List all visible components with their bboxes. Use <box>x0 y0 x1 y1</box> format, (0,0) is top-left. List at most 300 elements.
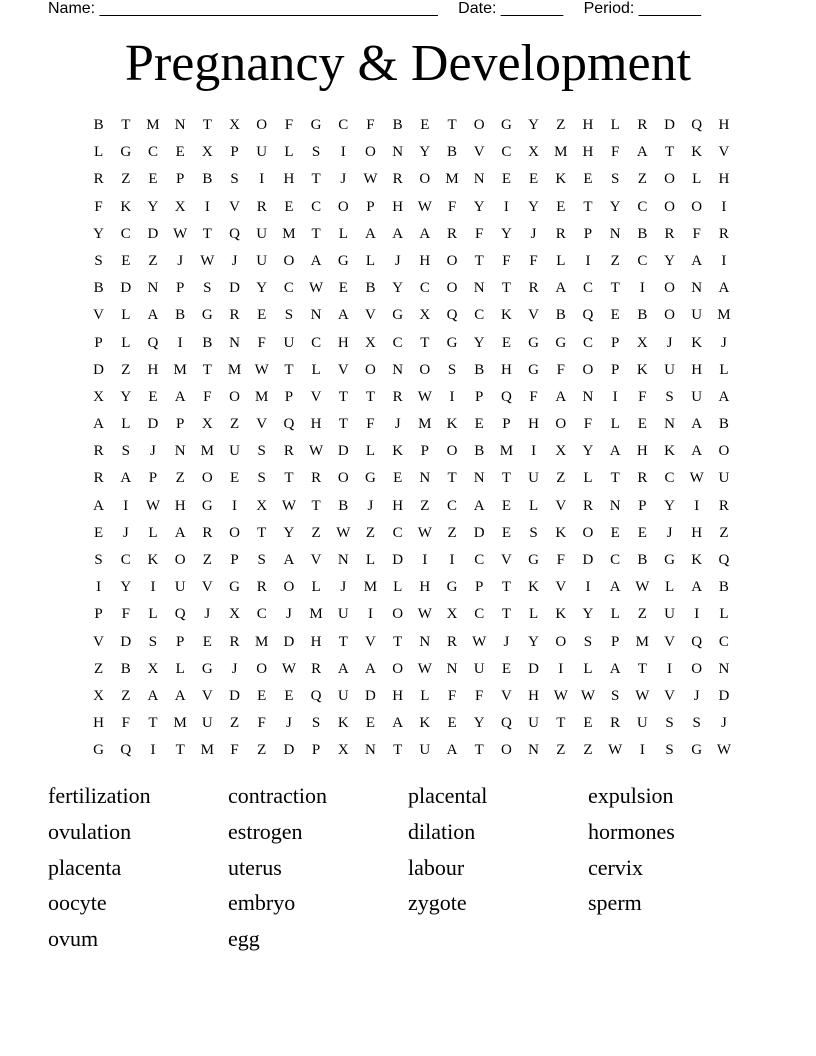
grid-letter: J <box>231 660 238 677</box>
grid-letter: L <box>148 606 158 623</box>
grid-letter: P <box>638 497 647 514</box>
grid-letter: A <box>473 497 485 514</box>
grid-letter: H <box>392 198 404 215</box>
grid-letter: H <box>500 361 512 378</box>
grid-letter: V <box>555 579 567 596</box>
grid-letter: M <box>173 715 187 732</box>
grid-letter: J <box>530 225 537 242</box>
grid-letter: C <box>582 334 593 351</box>
grid-letter: D <box>229 687 240 704</box>
grid-letter: W <box>281 660 296 677</box>
grid-letter: B <box>93 117 104 133</box>
grid-letter: A <box>691 416 703 433</box>
grid-letter: F <box>502 252 511 269</box>
grid-letter: K <box>691 552 703 568</box>
word-bank <box>48 780 768 959</box>
grid-letter: C <box>637 252 648 269</box>
grid-letter: X <box>555 443 567 460</box>
grid-letter: O <box>691 660 703 677</box>
grid-letter: Z <box>121 171 131 188</box>
grid-letter: L <box>529 497 539 514</box>
grid-letter: Z <box>420 497 430 514</box>
grid-letter: S <box>447 361 457 378</box>
grid-letter: T <box>284 470 294 487</box>
word-bank-item: uterus <box>228 854 282 880</box>
grid-letter: F <box>638 388 647 405</box>
grid-letter: P <box>148 470 158 487</box>
grid-letter: S <box>257 470 266 487</box>
grid-letter: L <box>664 579 675 596</box>
grid-letter: N <box>419 633 431 650</box>
grid-letter: T <box>447 470 457 487</box>
grid-letter: I <box>639 742 645 759</box>
grid-letter: F <box>230 742 239 759</box>
grid-letter: P <box>311 742 321 759</box>
grid-letter: P <box>94 334 103 351</box>
grid-letter: I <box>449 552 455 568</box>
grid-letter: Y <box>473 198 485 215</box>
grid-letter: T <box>420 334 430 351</box>
grid-letter: J <box>693 687 700 704</box>
grid-letter: L <box>719 361 729 378</box>
grid-letter: C <box>474 552 485 568</box>
grid-letter: H <box>636 443 648 460</box>
grid-letter: R <box>202 524 213 541</box>
grid-letter: G <box>201 497 213 514</box>
grid-letter: G <box>229 579 240 596</box>
grid-letter: M <box>255 633 269 650</box>
grid-letter: G <box>392 307 404 324</box>
grid-letter: F <box>529 252 538 269</box>
grid-letter: E <box>338 280 348 297</box>
grid-letter: E <box>529 171 539 188</box>
grid-letter: P <box>610 633 620 650</box>
grid-letter: C <box>392 334 403 351</box>
grid-letter: B <box>637 307 648 324</box>
grid-letter: L <box>121 416 131 433</box>
grid-letter: G <box>201 307 213 324</box>
grid-letter: A <box>555 280 567 297</box>
grid-letter: H <box>718 117 730 133</box>
grid-letter: A <box>310 252 322 269</box>
grid-letter: C <box>582 280 593 297</box>
grid-letter: Q <box>229 225 240 242</box>
grid-letter: T <box>338 416 348 433</box>
grid-letter: J <box>150 443 156 460</box>
grid-letter: F <box>94 198 103 215</box>
grid-letter: O <box>419 171 431 188</box>
grid-letter: P <box>502 416 511 433</box>
grid-letter: T <box>365 388 376 405</box>
grid-letter: G <box>528 334 540 351</box>
grid-letter: C <box>419 280 430 297</box>
grid-letter: W <box>417 388 432 405</box>
grid-letter: N <box>392 361 404 378</box>
grid-letter: T <box>474 742 484 759</box>
grid-letter: Y <box>473 715 485 732</box>
grid-letter: F <box>447 198 457 215</box>
grid-letter: U <box>256 144 268 161</box>
grid-letter: M <box>499 443 514 460</box>
grid-letter: S <box>284 307 294 324</box>
grid-letter: Y <box>500 225 512 242</box>
grid-letter: O <box>473 117 485 133</box>
grid-letter: F <box>583 416 593 433</box>
grid-letter: T <box>311 497 321 514</box>
grid-letter: B <box>718 416 729 433</box>
grid-letter: G <box>528 361 540 378</box>
grid-letter: L <box>583 660 593 677</box>
grid-letter: E <box>148 171 158 188</box>
grid-letter: S <box>665 715 674 732</box>
grid-letter: L <box>148 524 158 541</box>
grid-letter: H <box>310 633 322 650</box>
grid-letter: S <box>230 171 239 188</box>
grid-letter: W <box>200 252 215 269</box>
grid-letter: B <box>447 144 458 161</box>
grid-letter: V <box>718 144 730 161</box>
grid-letter: S <box>311 715 321 732</box>
grid-letter: B <box>718 579 729 596</box>
grid-letter: V <box>337 361 349 378</box>
grid-letter: D <box>365 687 376 704</box>
grid-letter: D <box>664 117 675 133</box>
grid-letter: Z <box>229 715 240 732</box>
grid-letter: H <box>582 117 594 133</box>
grid-letter: W <box>417 198 432 215</box>
grid-letter: I <box>96 579 102 596</box>
grid-letter: D <box>473 524 485 541</box>
grid-letter: Z <box>121 687 131 704</box>
grid-letter: H <box>174 497 186 514</box>
grid-letter: E <box>257 687 267 704</box>
grid-letter: A <box>93 416 105 433</box>
grid-letter: W <box>254 361 269 378</box>
grid-letter: E <box>556 198 566 215</box>
grid-letter: P <box>475 388 484 405</box>
grid-letter: X <box>229 606 240 623</box>
grid-letter: Z <box>121 361 131 378</box>
grid-letter: V <box>365 307 376 324</box>
grid-letter: I <box>503 198 509 215</box>
word-bank-item: hormones <box>588 818 675 844</box>
grid-letter: C <box>120 552 131 568</box>
grid-letter: V <box>528 307 540 324</box>
grid-letter: D <box>337 443 349 460</box>
grid-letter: M <box>363 579 378 596</box>
grid-letter: U <box>664 606 675 623</box>
grid-letter: E <box>474 416 484 433</box>
grid-letter: L <box>94 144 104 161</box>
grid-letter: W <box>580 687 596 704</box>
grid-letter: R <box>718 497 729 514</box>
grid-letter: O <box>718 443 730 460</box>
grid-letter: X <box>365 334 376 351</box>
grid-letter: M <box>309 606 323 623</box>
student-info-header <box>48 0 748 20</box>
grid-letter: U <box>283 334 295 351</box>
grid-letter: X <box>229 117 240 133</box>
grid-letter: O <box>201 470 213 487</box>
grid-letter: S <box>529 524 538 541</box>
grid-letter: U <box>229 443 240 460</box>
grid-letter: N <box>365 742 376 759</box>
grid-letter: O <box>392 606 404 623</box>
grid-letter: F <box>610 144 620 161</box>
grid-letter: W <box>363 171 378 188</box>
grid-letter: U <box>636 715 648 732</box>
grid-letter: L <box>284 144 294 161</box>
grid-letter: L <box>556 252 566 269</box>
grid-letter: V <box>201 579 213 596</box>
grid-letter: C <box>311 198 322 215</box>
grid-letter: Z <box>148 252 158 269</box>
grid-letter: I <box>367 606 373 623</box>
grid-letter: Z <box>637 171 647 188</box>
grid-letter: E <box>175 144 185 161</box>
grid-letter: R <box>229 633 240 650</box>
grid-letter: E <box>284 198 294 215</box>
grid-letter: Z <box>610 252 620 269</box>
grid-letter: I <box>232 497 238 514</box>
grid-letter: G <box>446 334 458 351</box>
grid-letter: D <box>582 552 594 568</box>
grid-letter: P <box>284 388 294 405</box>
grid-letter: U <box>691 388 703 405</box>
grid-letter: B <box>637 552 648 568</box>
grid-letter: E <box>583 171 593 188</box>
grid-letter: L <box>610 416 620 433</box>
grid-letter: T <box>121 117 131 133</box>
grid-letter: Y <box>120 388 132 405</box>
grid-letter: H <box>392 497 404 514</box>
grid-letter: Y <box>419 144 431 161</box>
grid-letter: P <box>175 280 185 297</box>
grid-letter: R <box>718 225 729 242</box>
grid-letter: T <box>393 742 403 759</box>
grid-letter: L <box>365 552 376 568</box>
grid-letter: H <box>691 524 703 541</box>
grid-letter: R <box>311 470 322 487</box>
grid-letter: Q <box>310 687 322 704</box>
grid-letter: O <box>283 579 295 596</box>
grid-letter: E <box>447 715 457 732</box>
grid-letter: S <box>121 443 130 460</box>
grid-letter: I <box>204 198 210 215</box>
grid-letter: L <box>121 307 131 324</box>
grid-letter: T <box>501 606 511 623</box>
grid-letter: N <box>419 470 431 487</box>
grid-letter: C <box>718 633 729 650</box>
grid-letter: L <box>420 687 430 704</box>
grid-letter: Z <box>202 552 212 568</box>
grid-letter: U <box>256 252 268 269</box>
grid-letter: C <box>311 334 322 351</box>
grid-letter: E <box>393 470 403 487</box>
grid-letter: M <box>255 388 269 405</box>
grid-letter: P <box>420 443 430 460</box>
grid-letter: Z <box>556 117 566 133</box>
grid-letter: Y <box>664 252 675 269</box>
grid-letter: Z <box>257 742 267 759</box>
grid-letter: B <box>202 334 213 351</box>
grid-letter: F <box>556 361 565 378</box>
grid-letter: T <box>501 579 511 596</box>
grid-letter: D <box>229 280 240 297</box>
word-bank-item: placenta <box>48 854 122 880</box>
grid-letter: Q <box>147 334 159 351</box>
grid-letter: I <box>721 198 727 215</box>
word-bank-item: placental <box>408 783 488 808</box>
grid-letter: G <box>528 552 540 568</box>
grid-letter: F <box>366 416 375 433</box>
grid-letter: L <box>338 225 348 242</box>
grid-letter: G <box>691 742 703 759</box>
grid-letter: M <box>146 117 160 133</box>
grid-letter: J <box>231 252 238 269</box>
grid-letter: R <box>283 443 294 460</box>
grid-letter: I <box>340 144 346 161</box>
grid-letter: O <box>664 307 675 324</box>
grid-letter: N <box>147 280 159 297</box>
grid-letter: K <box>500 307 512 324</box>
grid-letter: Y <box>582 606 594 623</box>
grid-letter: A <box>718 280 730 297</box>
grid-letter: T <box>610 470 620 487</box>
grid-letter: V <box>555 497 567 514</box>
grid-letter: G <box>500 117 512 133</box>
grid-letter: M <box>445 171 459 188</box>
grid-letter: O <box>392 660 404 677</box>
grid-letter: T <box>311 171 321 188</box>
grid-letter: J <box>720 334 727 351</box>
grid-letter: C <box>338 117 349 133</box>
grid-letter: Q <box>718 552 730 568</box>
grid-letter: W <box>608 742 623 759</box>
grid-letter: U <box>528 470 540 487</box>
word-bank-item: ovulation <box>48 818 132 844</box>
grid-letter: J <box>122 524 129 541</box>
grid-letter: A <box>446 742 458 759</box>
grid-letter: Y <box>283 524 295 541</box>
grid-letter: Q <box>120 742 132 759</box>
grid-letter: J <box>285 606 292 623</box>
grid-letter: D <box>392 552 404 568</box>
grid-letter: A <box>691 579 703 596</box>
grid-letter: P <box>610 361 620 378</box>
grid-letter: K <box>691 144 703 161</box>
grid-letter: P <box>475 579 484 596</box>
grid-letter: Q <box>500 388 512 405</box>
grid-letter: F <box>475 225 484 242</box>
grid-letter: A <box>147 307 159 324</box>
grid-letter: V <box>664 687 675 704</box>
grid-letter: C <box>147 144 158 161</box>
grid-letter: M <box>173 361 187 378</box>
grid-letter: X <box>201 144 213 161</box>
grid-letter: T <box>610 280 620 297</box>
word-bank-item: fertilization <box>48 783 151 808</box>
grid-letter: V <box>229 198 240 215</box>
grid-letter: A <box>718 388 730 405</box>
grid-letter: J <box>340 171 347 188</box>
grid-letter: F <box>203 388 212 405</box>
grid-letter: E <box>583 715 593 732</box>
grid-letter: D <box>120 633 132 650</box>
grid-letter: B <box>392 117 403 133</box>
grid-letter: Y <box>528 633 540 650</box>
grid-letter: W <box>553 687 568 704</box>
grid-letter: D <box>283 633 295 650</box>
grid-letter: A <box>555 388 567 405</box>
grid-letter: J <box>285 715 292 732</box>
grid-letter: B <box>175 307 186 324</box>
grid-letter: R <box>311 660 322 677</box>
grid-letter: P <box>94 606 103 623</box>
grid-letter: M <box>200 443 215 460</box>
grid-letter: T <box>257 524 267 541</box>
grid-letter: E <box>501 171 511 188</box>
grid-letter: O <box>582 361 594 378</box>
grid-letter: B <box>637 225 648 242</box>
word-bank-item: dilation <box>408 818 476 844</box>
word-bank-item: oocyte <box>48 890 107 916</box>
grid-letter: J <box>340 579 347 596</box>
grid-letter: N <box>174 117 186 133</box>
grid-letter: O <box>691 198 703 215</box>
grid-letter: I <box>667 660 673 677</box>
grid-letter: S <box>94 552 103 568</box>
grid-letter: A <box>392 225 404 242</box>
grid-letter: O <box>446 443 458 460</box>
grid-letter: N <box>528 742 540 759</box>
grid-letter: C <box>120 225 131 242</box>
grid-letter: E <box>501 524 511 541</box>
grid-letter: T <box>284 361 294 378</box>
grid-letter: O <box>283 252 295 269</box>
grid-letter: T <box>148 715 158 732</box>
grid-letter: I <box>721 252 727 269</box>
grid-letter: H <box>310 416 322 433</box>
grid-letter: O <box>365 361 376 378</box>
grid-letter: M <box>717 307 731 324</box>
grid-letter: R <box>392 388 403 405</box>
grid-letter: L <box>175 660 185 677</box>
word-bank-item: egg <box>228 926 260 952</box>
grid-letter: Z <box>447 524 457 541</box>
grid-letter: C <box>664 470 675 487</box>
grid-letter: P <box>366 198 375 215</box>
grid-letter: S <box>665 388 674 405</box>
grid-letter: X <box>337 742 349 759</box>
word-bank-item: embryo <box>228 890 296 916</box>
grid-letter: N <box>446 660 458 677</box>
grid-letter: V <box>256 416 268 433</box>
grid-letter: T <box>556 715 566 732</box>
grid-letter: X <box>174 198 186 215</box>
grid-letter: U <box>473 660 485 677</box>
grid-letter: S <box>203 280 212 297</box>
grid-letter: G <box>120 144 132 161</box>
grid-letter: F <box>121 715 130 732</box>
grid-letter: O <box>337 198 349 215</box>
grid-letter: L <box>610 606 620 623</box>
grid-letter: U <box>528 715 540 732</box>
grid-letter: T <box>393 633 403 650</box>
grid-letter: S <box>610 171 620 188</box>
grid-letter: J <box>503 633 510 650</box>
grid-letter: T <box>664 144 675 161</box>
